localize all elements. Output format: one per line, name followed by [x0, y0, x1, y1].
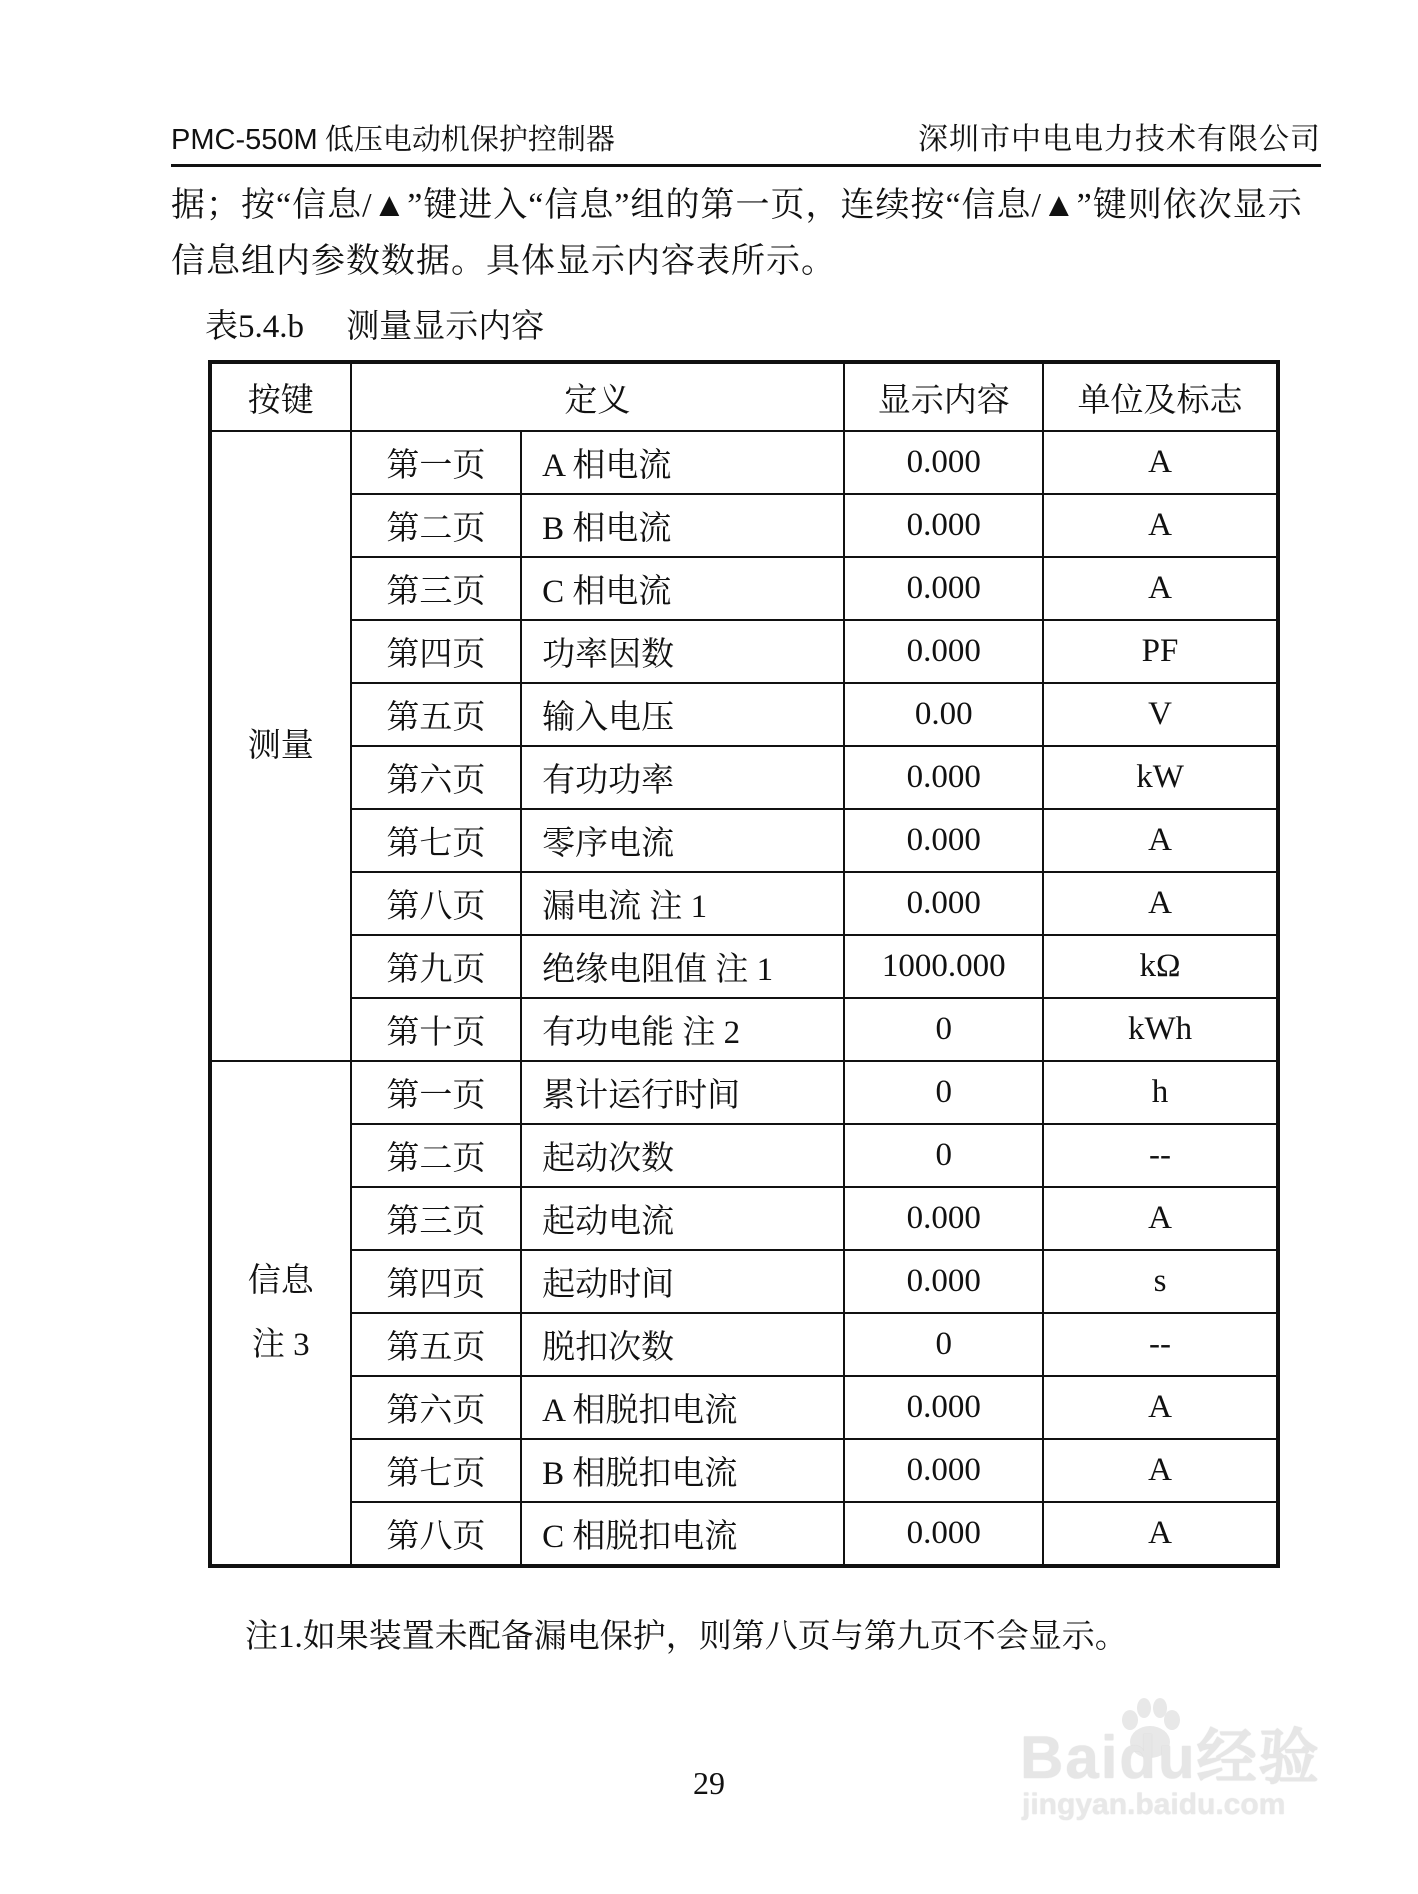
definition-cell: 脱扣次数: [521, 1313, 844, 1376]
unit-cell: V: [1043, 683, 1278, 746]
group-key-label: 测量: [247, 728, 314, 764]
header-company: 深圳市中电电力技术有限公司: [918, 123, 1321, 156]
unit-cell: A: [1043, 1376, 1278, 1439]
definition-cell: 累计运行时间: [521, 1061, 844, 1124]
page-cell: 第一页: [351, 1061, 522, 1124]
page-cell: 第四页: [351, 1250, 522, 1313]
definition-cell: A 相脱扣电流: [521, 1376, 844, 1439]
unit-cell: A: [1043, 1502, 1278, 1566]
display-value-cell: 0.000: [844, 1439, 1043, 1502]
display-value-cell: 0: [844, 1313, 1043, 1376]
table-row: [210, 1313, 1278, 1376]
table-row: [210, 683, 1278, 746]
unit-cell: A: [1043, 494, 1278, 557]
watermark-brand: Baidu经验: [1020, 1724, 1321, 1791]
table-row: [210, 935, 1278, 998]
header-key: 按键: [210, 362, 351, 431]
display-value-cell: 0: [844, 998, 1043, 1061]
display-value-cell: 0.00: [844, 683, 1043, 746]
definition-cell: 起动电流: [521, 1187, 844, 1250]
header-product: [171, 117, 615, 158]
table-row: [210, 1376, 1278, 1439]
unit-cell: PF: [1043, 620, 1278, 683]
intro-line-2: 信息组内参数数据。具体显示内容表所示。: [171, 243, 836, 280]
unit-cell: --: [1043, 1124, 1278, 1187]
page-cell: 第四页: [351, 620, 522, 683]
definition-cell: C 相电流: [521, 557, 844, 620]
display-value-cell: 0.000: [844, 431, 1043, 494]
page-cell: 第三页: [351, 1187, 522, 1250]
display-value-cell: 0.000: [844, 1250, 1043, 1313]
unit-cell: A: [1043, 1439, 1278, 1502]
footnote-1: 注1.如果装置未配备漏电保护，则第八页与第九页不会显示。: [245, 1619, 1128, 1655]
display-value-cell: 0.000: [844, 1502, 1043, 1566]
header-display: 显示内容: [844, 362, 1043, 431]
display-value-cell: 0.000: [844, 872, 1043, 935]
page-cell: 第五页: [351, 1313, 522, 1376]
page-cell: 第二页: [351, 494, 522, 557]
unit-cell: A: [1043, 1187, 1278, 1250]
display-value-cell: 0.000: [844, 494, 1043, 557]
watermark-url: jingyan.baidu.com: [1022, 1788, 1286, 1821]
group-key-cell: [210, 431, 351, 1061]
page-header: [171, 120, 1321, 167]
table-row: [210, 557, 1278, 620]
display-value-cell: 1000.000: [844, 935, 1043, 998]
unit-cell: --: [1043, 1313, 1278, 1376]
page-number: 29: [693, 1765, 725, 1801]
table-row: [210, 1439, 1278, 1502]
header-unit: 单位及标志: [1043, 362, 1278, 431]
definition-cell: 有功电能 注 2: [521, 998, 844, 1061]
header-model: PMC-550M: [171, 124, 318, 156]
page-cell: 第二页: [351, 1124, 522, 1187]
table-header-row: [210, 362, 1278, 431]
table-body: [210, 431, 1278, 1566]
definition-cell: 有功功率: [521, 746, 844, 809]
table-row: [210, 809, 1278, 872]
definition-cell: A 相电流: [521, 431, 844, 494]
page-cell: 第八页: [351, 1502, 522, 1566]
unit-cell: kWh: [1043, 998, 1278, 1061]
table-row: [210, 431, 1278, 494]
baidu-watermark: [1020, 1690, 1360, 1830]
unit-cell: s: [1043, 1250, 1278, 1313]
group-key-cell: [210, 1061, 351, 1566]
table-row: [210, 1250, 1278, 1313]
definition-cell: 起动次数: [521, 1124, 844, 1187]
page-cell: 第七页: [351, 1439, 522, 1502]
page-cell: 第六页: [351, 746, 522, 809]
table-row: [210, 1502, 1278, 1566]
definition-cell: 功率因数: [521, 620, 844, 683]
definition-cell: 绝缘电阻值 注 1: [521, 935, 844, 998]
unit-cell: kW: [1043, 746, 1278, 809]
table-row: [210, 998, 1278, 1061]
table-title: 测量显示内容: [346, 309, 545, 345]
definition-cell: C 相脱扣电流: [521, 1502, 844, 1566]
measurement-display-table: [208, 360, 1280, 1568]
unit-cell: A: [1043, 872, 1278, 935]
definition-cell: B 相脱扣电流: [521, 1439, 844, 1502]
table-row: [210, 1061, 1278, 1124]
page-cell: 第五页: [351, 683, 522, 746]
unit-cell: A: [1043, 557, 1278, 620]
unit-cell: A: [1043, 809, 1278, 872]
page-cell: 第六页: [351, 1376, 522, 1439]
group-key-note: 注 3: [251, 1327, 310, 1363]
definition-cell: 起动时间: [521, 1250, 844, 1313]
table-row: [210, 1187, 1278, 1250]
unit-cell: A: [1043, 431, 1278, 494]
group-key-label: 信息: [247, 1263, 314, 1299]
definition-cell: B 相电流: [521, 494, 844, 557]
table-row: [210, 1124, 1278, 1187]
table-row: [210, 872, 1278, 935]
definition-cell: 漏电流 注 1: [521, 872, 844, 935]
table-number: 表5.4.b: [205, 309, 304, 345]
table-caption: [205, 300, 544, 347]
definition-cell: 零序电流: [521, 809, 844, 872]
table-row: [210, 620, 1278, 683]
page-cell: 第七页: [351, 809, 522, 872]
display-value-cell: 0.000: [844, 809, 1043, 872]
page-cell: 第九页: [351, 935, 522, 998]
unit-cell: h: [1043, 1061, 1278, 1124]
definition-cell: 输入电压: [521, 683, 844, 746]
display-value-cell: 0.000: [844, 620, 1043, 683]
display-value-cell: 0.000: [844, 557, 1043, 620]
display-value-cell: 0: [844, 1124, 1043, 1187]
header-product-name: 低压电动机保护控制器: [324, 124, 615, 156]
display-value-cell: 0.000: [844, 1187, 1043, 1250]
page-cell: 第一页: [351, 431, 522, 494]
page-cell: 第十页: [351, 998, 522, 1061]
display-value-cell: 0.000: [844, 746, 1043, 809]
page-cell: 第八页: [351, 872, 522, 935]
table-row: [210, 746, 1278, 809]
page-cell: 第三页: [351, 557, 522, 620]
display-value-cell: 0.000: [844, 1376, 1043, 1439]
display-value-cell: 0: [844, 1061, 1043, 1124]
table-row: [210, 494, 1278, 557]
unit-cell: kΩ: [1043, 935, 1278, 998]
intro-line-1: 据；按“信息/▲”键进入“信息”组的第一页，连续按“信息/▲”键则依次显示: [171, 187, 1303, 224]
header-definition: 定义: [351, 362, 845, 431]
